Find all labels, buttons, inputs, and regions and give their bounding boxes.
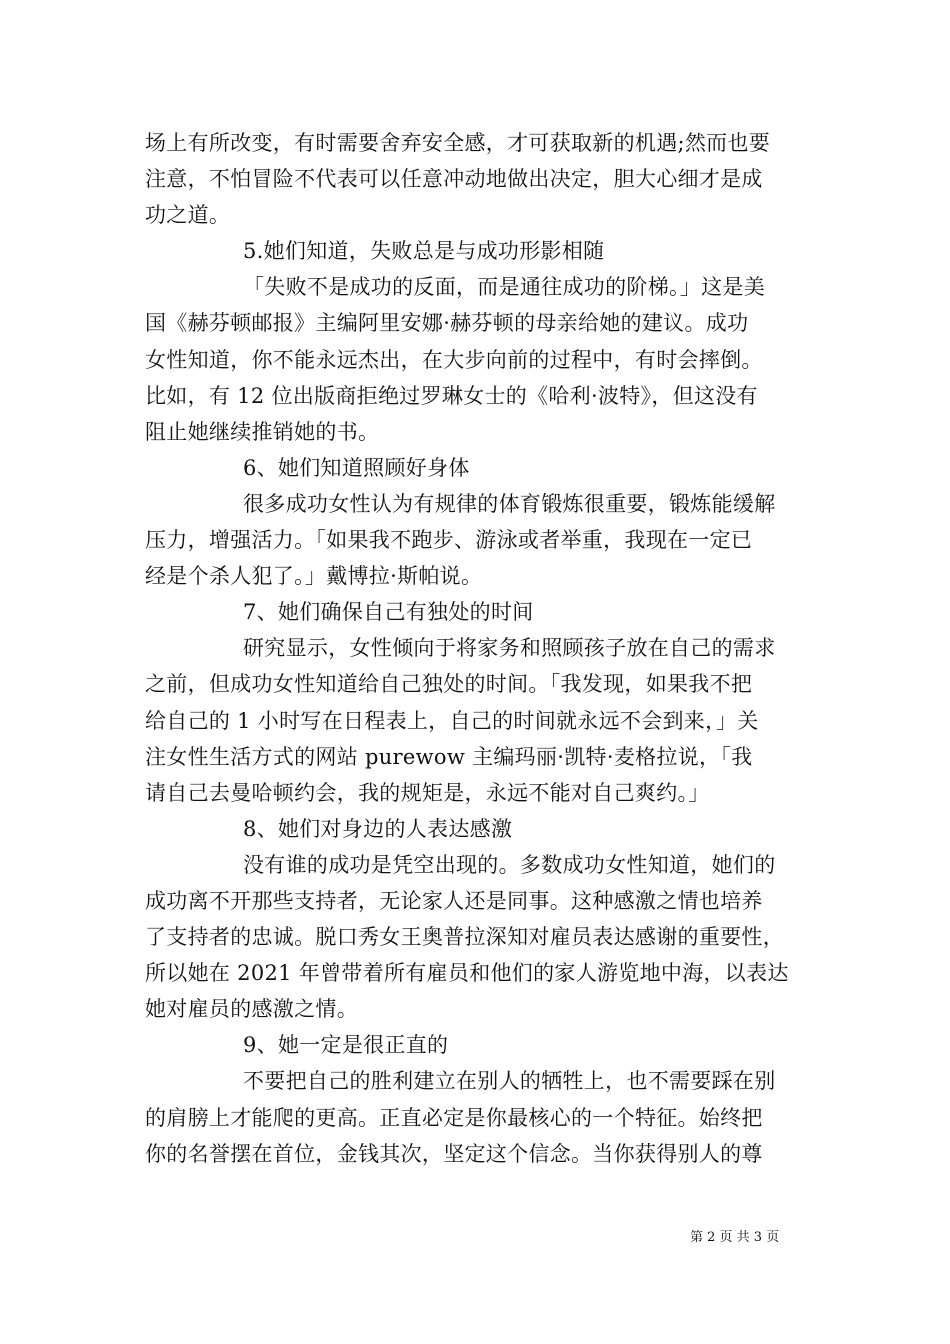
text-line: 她对雇员的感激之情。: [145, 997, 358, 1022]
section-heading-5: 5.她们知道，失败总是与成功形影相随: [243, 239, 605, 264]
paragraph-first-line: 「失败不是成功的反面，而是通往成功的阶梯。」这是美: [243, 275, 765, 300]
text-line: 国《赫芬顿邮报》主编阿里安娜·赫芬顿的母亲给她的建议。成功: [145, 311, 749, 336]
text-line: 注女性生活方式的网站 purewow 主编玛丽·凯特·麦格拉说，「我: [145, 744, 753, 769]
text-line: 经是个杀人犯了。」戴博拉·斯帕说。: [145, 564, 483, 589]
paragraph-first-line: 没有谁的成功是凭空出现的。多数成功女性知道，她们的: [243, 852, 776, 877]
text-line: 你的名誉摆在首位，金钱其次，坚定这个信念。当你获得别人的尊: [145, 1141, 763, 1166]
text-line: 场上有所改变，有时需要舍弃安全感，才可获取新的机遇;然而也要: [145, 131, 771, 155]
text-line: 成功离不开那些支持者，无论家人还是同事。这种感激之情也培养: [145, 888, 763, 913]
section-heading-9: 9、她一定是很正直的: [243, 1033, 449, 1058]
text-line: 了支持者的忠诚。脱口秀女王奥普拉深知对雇员表达感谢的重要性，: [145, 925, 784, 950]
text-line: 之前，但成功女性知道给自己独处的时间。「我发现，如果我不把: [145, 672, 753, 697]
document-body: [145, 125, 810, 1172]
page-number-footer: 第 2 页 共 3 页: [690, 1230, 780, 1245]
paragraph-first-line: 不要把自己的胜利建立在别人的牺牲上，也不需要踩在别: [243, 1069, 776, 1094]
section-heading-6: 6、她们知道照顾好身体: [243, 455, 470, 480]
text-line: 所以她在 2021 年曾带着所有雇员和他们的家人游览地中海，以表达: [145, 961, 789, 986]
text-line: 女性知道，你不能永远杰出，在大步向前的过程中，有时会摔倒。: [145, 347, 763, 372]
text-line: 压力，增强活力。「如果我不跑步、游泳或者举重，我现在一定已: [145, 528, 753, 553]
paragraph-first-line: 研究显示，女性倾向于将家务和照顾孩子放在自己的需求: [243, 636, 776, 661]
text-line: 注意，不怕冒险不代表可以任意冲动地做出决定，胆大心细才是成: [145, 167, 763, 192]
text-line: 比如，有 12 位出版商拒绝过罗琳女士的《哈利·波特》，但这没有: [145, 383, 758, 408]
section-heading-7: 7、她们确保自己有独处的时间: [243, 600, 534, 625]
section-heading-8: 8、她们对身边的人表达感激: [243, 816, 513, 841]
text-line: 功之道。: [145, 203, 231, 228]
text-line: 的肩膀上才能爬的更高。正直必定是你最核心的一个特征。始终把: [145, 1105, 763, 1130]
text-line: 阻止她继续推销她的书。: [145, 419, 380, 444]
text-line: 请自己去曼哈顿约会，我的规矩是，永远不能对自己爽约。」: [145, 780, 710, 805]
text-line: 给自己的 1 小时写在日程表上，自己的时间就永远不会到来，」关: [145, 708, 759, 733]
paragraph-first-line: 很多成功女性认为有规律的体育锻炼很重要，锻炼能缓解: [243, 491, 776, 516]
